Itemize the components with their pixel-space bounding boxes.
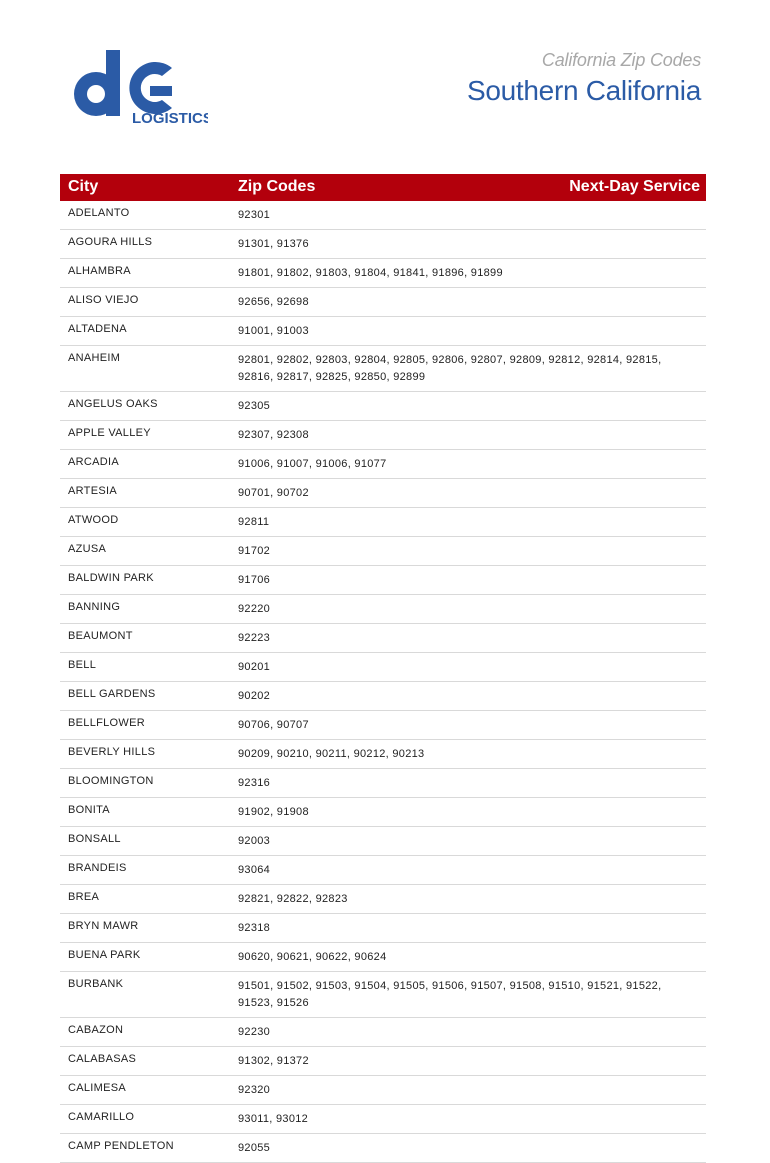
- table-body: [60, 201, 706, 1163]
- table-row: [60, 711, 706, 740]
- city-cell: ALISO VIEJO: [68, 294, 139, 306]
- zip-codes-cell: 91501, 91502, 91503, 91504, 91505, 91506, 91507, 91508, 91510, 91521, 91522, 91523, 91526: [238, 980, 662, 1009]
- table-row: [60, 537, 706, 566]
- table-row: [60, 317, 706, 346]
- city-cell: BLOOMINGTON: [68, 775, 154, 787]
- zip-codes-cell: 92318: [238, 922, 271, 934]
- city-cell: CABAZON: [68, 1024, 124, 1036]
- zip-codes-cell: 92316: [238, 777, 271, 789]
- table-row: [60, 827, 706, 856]
- zip-codes-cell: 90620, 90621, 90622, 90624: [238, 951, 387, 963]
- table-row: [60, 682, 706, 711]
- zip-codes-cell: 92656, 92698: [238, 296, 309, 308]
- document-title: Southern California: [467, 75, 701, 106]
- zip-codes-cell: 91801, 91802, 91803, 91804, 91841, 91896, 91899: [238, 267, 503, 279]
- city-cell: BEAUMONT: [68, 630, 133, 642]
- city-cell: BONITA: [68, 804, 110, 816]
- zip-codes-cell: 92307, 92308: [238, 429, 309, 441]
- city-cell: APPLE VALLEY: [68, 427, 151, 439]
- city-cell: CAMARILLO: [68, 1111, 135, 1123]
- city-cell: CALIMESA: [68, 1082, 127, 1094]
- city-cell: BREA: [68, 891, 100, 903]
- zip-codes-cell: 91006, 91007, 91006, 91077: [238, 458, 387, 470]
- column-header-city: City: [68, 178, 99, 195]
- zip-codes-cell: 92821, 92822, 92823: [238, 893, 348, 905]
- zip-codes-cell: 90201: [238, 661, 271, 673]
- zip-codes-cell: 92801, 92802, 92803, 92804, 92805, 92806, 92807, 92809, 92812, 92814, 92815, 92816, 92817, 92825, 92850, 92899: [238, 354, 662, 383]
- city-cell: CAMP PENDLETON: [68, 1140, 174, 1152]
- column-header-zip-codes: Zip Codes: [238, 178, 316, 195]
- city-cell: BALDWIN PARK: [68, 572, 154, 584]
- city-cell: ARCADIA: [68, 456, 119, 468]
- table-row: [60, 914, 706, 943]
- table-row: [60, 259, 706, 288]
- zip-codes-cell: 90209, 90210, 90211, 90212, 90213: [238, 748, 425, 760]
- table-row: [60, 421, 706, 450]
- city-cell: ARTESIA: [68, 485, 117, 497]
- city-cell: BRANDEIS: [68, 862, 127, 874]
- city-cell: BANNING: [68, 601, 121, 613]
- city-cell: CALABASAS: [68, 1053, 137, 1065]
- column-header-next-day-service: Next-Day Service: [569, 178, 700, 195]
- city-cell: BUENA PARK: [68, 949, 141, 961]
- city-cell: BELLFLOWER: [68, 717, 145, 729]
- logo-text: LOGISTICS: [132, 110, 208, 127]
- logo-graphic: [66, 46, 208, 128]
- table-row: [60, 769, 706, 798]
- zip-codes-cell: 92220: [238, 603, 271, 615]
- city-cell: AGOURA HILLS: [68, 236, 153, 248]
- table-row: [60, 972, 706, 1018]
- zip-codes-cell: 92230: [238, 1026, 271, 1038]
- table-row: [60, 943, 706, 972]
- city-cell: ALHAMBRA: [68, 265, 131, 277]
- table-row: [60, 450, 706, 479]
- zip-codes-cell: 92301: [238, 209, 271, 221]
- zip-codes-cell: 93064: [238, 864, 271, 876]
- city-cell: BONSALL: [68, 833, 121, 845]
- zip-codes-cell: 91301, 91376: [238, 238, 309, 250]
- table-row: [60, 392, 706, 421]
- table-row: [60, 1076, 706, 1105]
- zip-code-table: [60, 174, 706, 1163]
- zip-codes-cell: 92055: [238, 1142, 271, 1154]
- city-cell: BEVERLY HILLS: [68, 746, 156, 758]
- city-cell: ANGELUS OAKS: [68, 398, 158, 410]
- city-cell: ADELANTO: [68, 207, 130, 219]
- zip-codes-cell: 91902, 91908: [238, 806, 309, 818]
- zip-codes-cell: 91702: [238, 545, 271, 557]
- table-row: [60, 1105, 706, 1134]
- table-row: [60, 740, 706, 769]
- city-cell: BELL GARDENS: [68, 688, 156, 700]
- zip-codes-cell: 91706: [238, 574, 271, 586]
- zip-codes-cell: 92320: [238, 1084, 271, 1096]
- zip-codes-cell: 92223: [238, 632, 271, 644]
- zip-codes-cell: 92305: [238, 400, 271, 412]
- zip-codes-cell: 91302, 91372: [238, 1055, 309, 1067]
- table-row: [60, 346, 706, 392]
- table-row: [60, 230, 706, 259]
- table-row: [60, 508, 706, 537]
- zip-codes-cell: 93011, 93012: [238, 1113, 309, 1125]
- table-row: [60, 798, 706, 827]
- table-row: [60, 288, 706, 317]
- city-cell: AZUSA: [68, 543, 107, 555]
- table-header: [60, 174, 706, 201]
- city-cell: ALTADENA: [68, 323, 127, 335]
- city-cell: BELL: [68, 659, 97, 671]
- zip-codes-cell: 92003: [238, 835, 271, 847]
- table-row: [60, 595, 706, 624]
- zip-codes-cell: 91001, 91003: [238, 325, 309, 337]
- dc-logistics-logo: [66, 46, 208, 128]
- zip-codes-cell: 90706, 90707: [238, 719, 309, 731]
- table-row: [60, 624, 706, 653]
- zip-codes-cell: 90202: [238, 690, 271, 702]
- city-cell: BURBANK: [68, 978, 124, 990]
- document-subtitle: California Zip Codes: [541, 50, 701, 70]
- table-row: [60, 479, 706, 508]
- table-row: [60, 856, 706, 885]
- city-cell: ATWOOD: [68, 514, 119, 526]
- zip-codes-cell: 92811: [238, 516, 270, 528]
- city-cell: BRYN MAWR: [68, 920, 139, 932]
- table-row: [60, 201, 706, 230]
- table-row: [60, 1047, 706, 1076]
- table-row: [60, 566, 706, 595]
- city-cell: ANAHEIM: [68, 352, 121, 364]
- table-row: [60, 653, 706, 682]
- table-row: [60, 885, 706, 914]
- zip-codes-cell: 90701, 90702: [238, 487, 309, 499]
- table-row: [60, 1134, 706, 1163]
- table-row: [60, 1018, 706, 1047]
